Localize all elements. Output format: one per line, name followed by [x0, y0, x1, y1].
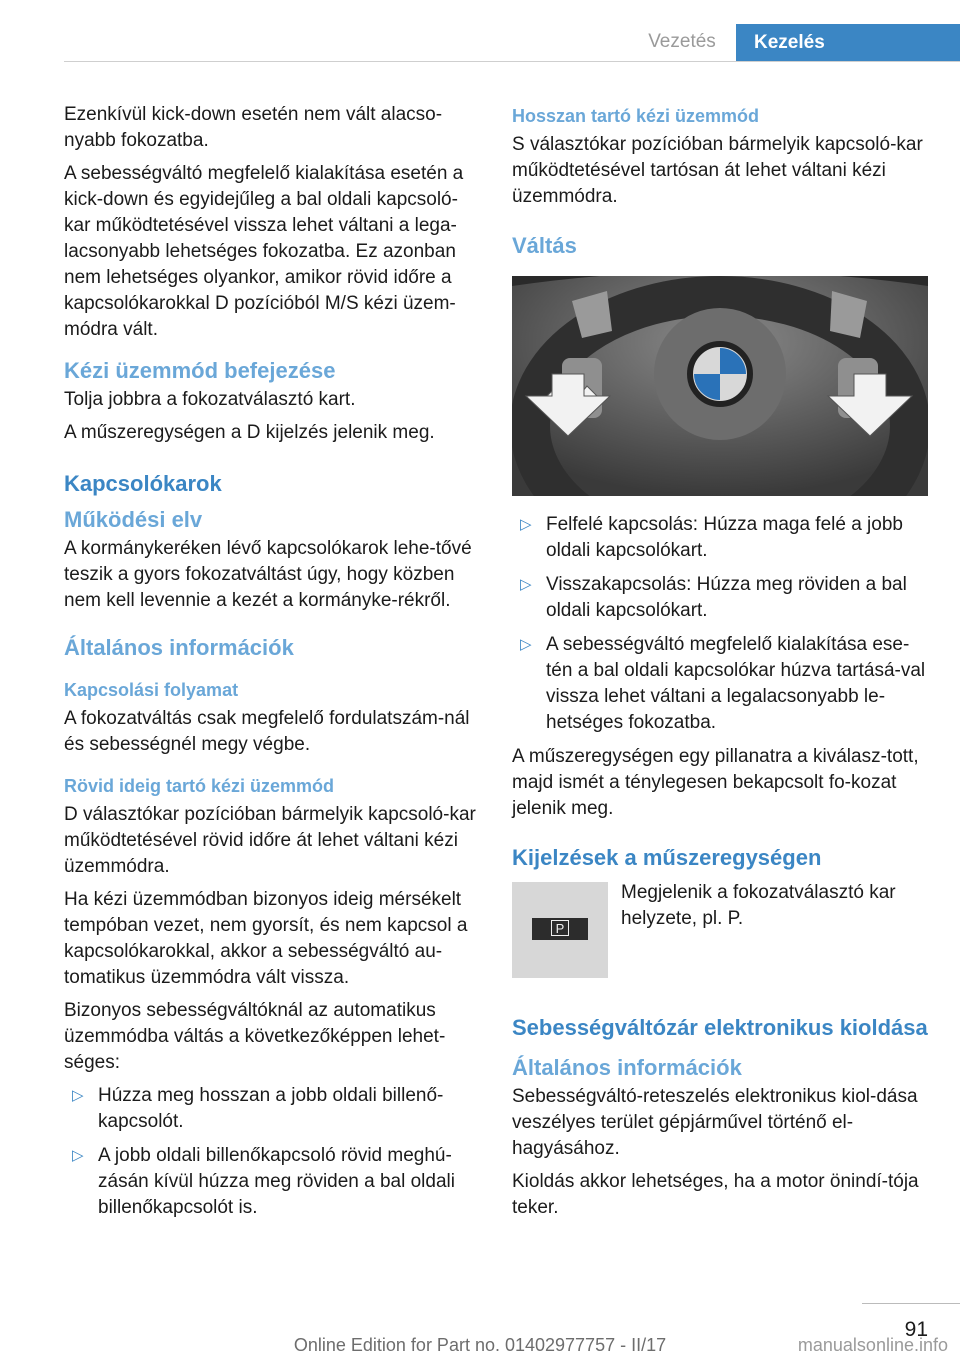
steering-wheel-photo	[512, 276, 928, 496]
bullet-list	[512, 512, 928, 736]
list-item-text: Húzza meg hosszan a jobb oldali billenő-kapcsolót.	[98, 1085, 444, 1132]
heading-kapcsolokarok: Kapcsolókarok	[64, 471, 222, 496]
paragraph: Bizonyos sebességváltóknál az automatikus üzemmódba váltás a következőképpen lehet-séges:	[64, 1000, 446, 1073]
heading-kijelzesek: Kijelzések a műszeregységen	[512, 845, 822, 870]
paragraph: Sebességváltó-reteszelés elektronikus kiol-dása veszélyes terület gépjárművel történő el-hagyásához.	[512, 1086, 918, 1159]
list-item	[512, 632, 928, 736]
bullet-list	[64, 1083, 482, 1221]
list-item	[512, 572, 928, 624]
footer-edition: Online Edition for Part no. 01402977757 - II/17	[293, 1335, 667, 1355]
watermark: manualsonline.info	[797, 1335, 948, 1355]
list-item-text: Visszakapcsolás: Húzza meg röviden a bal oldali kapcsolókart.	[546, 574, 907, 621]
steering-wheel-illustration	[512, 276, 928, 496]
header-tab-kezeles[interactable]: Kezelés	[736, 24, 960, 62]
display-description: Megjelenik a fokozatválasztó kar helyzete, pl. P.	[621, 882, 896, 929]
triangle-right-icon: ▷	[520, 516, 532, 533]
list-item-text: A sebességváltó megfelelő kialakítása ese-tén a bal oldali kapcsolókar húzva tartásá-val vissza lehet váltani a legalacsonyabb le-hetséges fokozatba.	[546, 634, 926, 733]
page-number-divider	[862, 1303, 960, 1304]
header-tab-vezetes[interactable]: Vezetés	[648, 31, 716, 52]
list-item	[64, 1083, 482, 1135]
header-divider	[64, 61, 960, 62]
triangle-right-icon: ▷	[72, 1147, 84, 1164]
paragraph: A sebességváltó megfelelő kialakítása esetén a kick-down és egyidejűleg a bal oldali kapcsoló-kar működtetésével vissza lehet váltani a lega-lacsonyabb lehetséges fokozatba. Ez azonban nem lehetséges olyankor, amikor rövid időre a kapcsolókarokkal D pozícióból M/S kézi üzem-módra vált.	[64, 163, 464, 340]
paragraph: A fokozatváltás csak megfelelő fordulatszám-nál és sebességnél megy végbe.	[64, 708, 470, 755]
list-item-text: Felfelé kapcsolás: Húzza maga felé a jobb oldali kapcsolókart.	[546, 514, 903, 561]
heading-altalanos-informaciok: Általános információk	[512, 1055, 742, 1080]
paragraph: Ha kézi üzemmódban bizonyos ideig mérsékelt tempóban vezet, nem gyorsít, és nem kapcsol a kapcsolókarokkal, akkor a sebességváltó au-tomatikus üzemmódra vált vissza.	[64, 889, 468, 988]
paragraph: Tolja jobbra a fokozatválasztó kart.	[64, 389, 356, 410]
list-item-text: A jobb oldali billenőkapcsoló rövid meghú-zásán kívül húzza meg röviden a bal oldali billenőkapcsolót is.	[98, 1145, 455, 1218]
paragraph: S választókar pozícióban bármelyik kapcsoló-kar működtetésével tartósan át lehet váltani kézi üzemmódra.	[512, 134, 923, 207]
triangle-right-icon: ▷	[520, 636, 532, 653]
page-number: 91	[904, 1318, 928, 1341]
paragraph: A kormánykeréken lévő kapcsolókarok lehe-tővé teszik a gyors fokozatváltást úgy, hogy közben nem kell levennie a kezét a kormányke-rékről.	[64, 538, 472, 611]
heading-mukodesi-elv: Működési elv	[64, 507, 203, 532]
display-indicator-row	[512, 882, 928, 1002]
list-item	[64, 1143, 482, 1221]
right-column	[512, 100, 928, 1228]
heading-hosszan-tarto: Hosszan tartó kézi üzemmód	[512, 106, 760, 126]
heading-valtas: Váltás	[512, 233, 577, 258]
triangle-right-icon: ▷	[72, 1087, 84, 1104]
heading-kezi-uzemmod: Kézi üzemmód befejezése	[64, 358, 336, 383]
paragraph: Kioldás akkor lehetséges, ha a motor önindí-tója teker.	[512, 1171, 919, 1218]
heading-sebessegvaltozar: Sebességváltózár elektronikus kioldása	[512, 1015, 928, 1040]
left-column	[64, 102, 482, 1229]
heading-altalanos-informaciok: Általános információk	[64, 635, 294, 660]
gear-position-indicator: P	[551, 920, 569, 936]
instrument-display-thumbnail	[512, 882, 608, 978]
paragraph: A műszeregységen a D kijelzés jelenik meg.	[64, 422, 435, 443]
paragraph: A műszeregységen egy pillanatra a kiválasz-tott, majd ismét a ténylegesen bekapcsolt fo-kozat jelenik meg.	[512, 746, 919, 819]
triangle-right-icon: ▷	[520, 576, 532, 593]
list-item	[512, 512, 928, 564]
paragraph: D választókar pozícióban bármelyik kapcsoló-kar működtetésével rövid időre át lehet váltani kézi üzemmódra.	[64, 804, 476, 877]
paragraph: Ezenkívül kick-down esetén nem vált alacso-nyabb fokozatba.	[64, 104, 443, 151]
heading-kapcsolasi-folyamat: Kapcsolási folyamat	[64, 680, 239, 700]
heading-rovid-ideig: Rövid ideig tartó kézi üzemmód	[64, 776, 335, 796]
